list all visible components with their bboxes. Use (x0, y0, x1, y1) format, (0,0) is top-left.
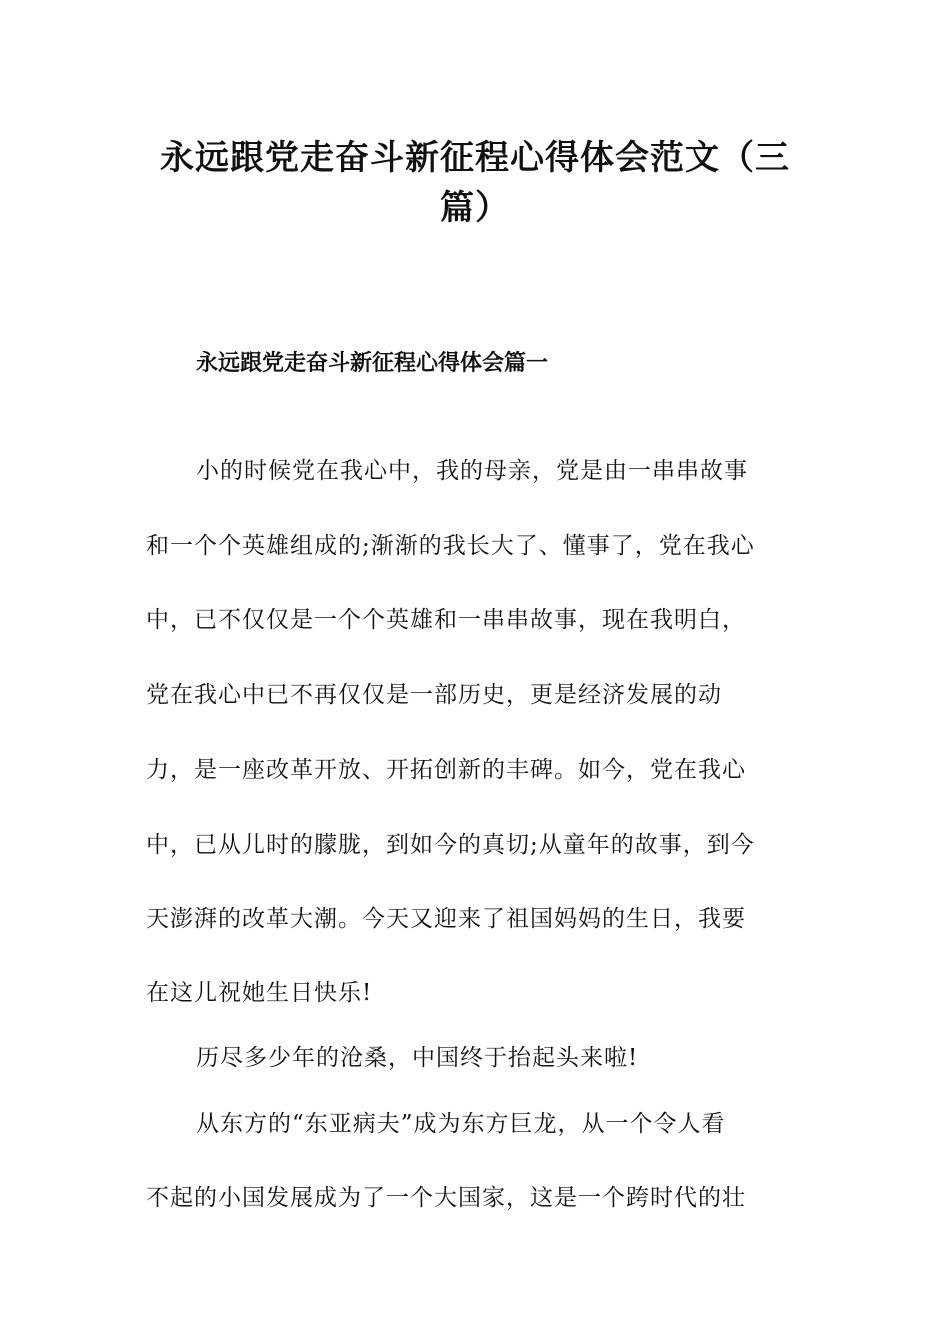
paragraph-line: 中，已不仅仅是一个个英雄和一串串故事，现在我明白， (146, 607, 746, 633)
paragraph-line: 不起的小国发展成为了一个大国家，这是一个跨时代的壮 (146, 1185, 746, 1211)
paragraph-line: 小的时候党在我心中，我的母亲，党是由一串串故事 (196, 458, 748, 484)
paragraph-line: 和一个个英雄组成的;渐渐的我长大了、懂事了，党在我心 (146, 533, 755, 559)
paragraph-line: 从东方的“东亚病夫”成为东方巨龙，从一个令人看 (196, 1111, 726, 1137)
paragraph-line: 党在我心中已不再仅仅是一部历史，更是经济发展的动 (146, 682, 722, 708)
paragraph-line: 天澎湃的改革大潮。今天又迎来了祖国妈妈的生日，我要 (146, 906, 746, 932)
paragraph-line: 在这儿祝她生日快乐! (146, 980, 373, 1006)
document-title-line-1: 永远跟党走奋斗新征程心得体会范文（三 (160, 138, 790, 178)
paragraph-line: 中，已从儿时的朦胧，到如今的真切;从童年的故事，到今 (146, 832, 755, 858)
paragraph-line: 力，是一座改革开放、开拓创新的丰碑。如今，党在我心 (146, 757, 746, 783)
section-heading: 永远跟党走奋斗新征程心得体会篇一 (196, 351, 549, 376)
paragraph-line: 历尽多少年的沧桑，中国终于抬起头来啦! (196, 1045, 639, 1071)
document-title-line-2: 篇） (440, 188, 510, 228)
